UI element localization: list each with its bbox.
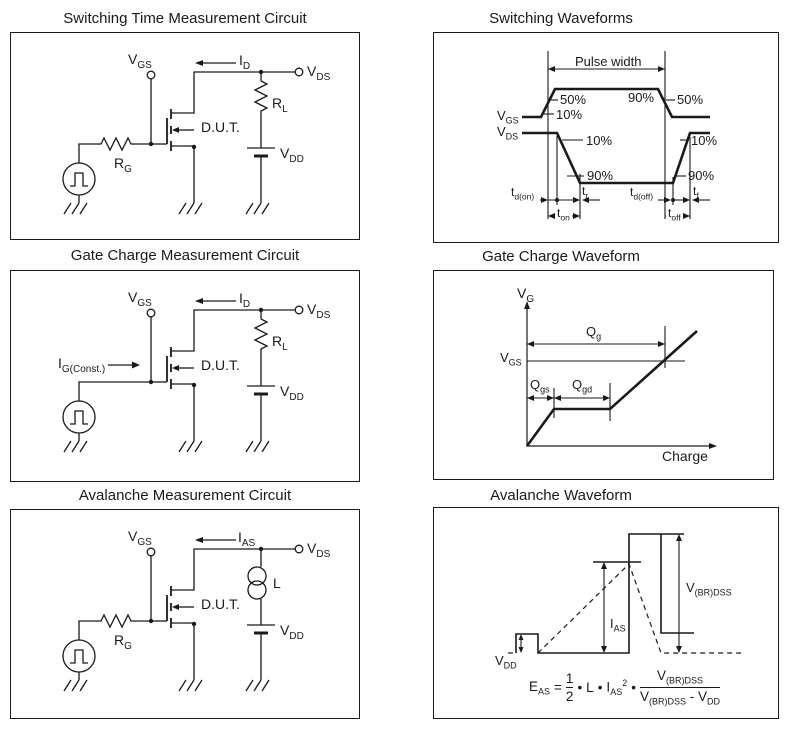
current-trace-dashed	[508, 564, 744, 653]
pct-10-fall-label: 10%	[586, 133, 613, 148]
terminal-vgs	[147, 71, 155, 79]
gate-charge-waveform-panel	[433, 270, 774, 480]
id-current-arrow	[195, 60, 236, 66]
ias-label: $I_{AS}$	[238, 529, 256, 549]
vds-axis-label: $V_{DS}$	[497, 124, 519, 142]
one-half-fraction: $\frac{1}{2}$	[565, 670, 574, 705]
ground-icon	[64, 680, 269, 691]
pct-90-right-top-label: 90%	[628, 90, 655, 105]
qgs-arrow	[527, 395, 554, 401]
ias-arrow	[601, 562, 607, 653]
mosfet-symbol	[167, 109, 179, 151]
dot-operator: •	[631, 680, 636, 696]
gate-charge-circuit-diagram	[11, 271, 358, 480]
rl-label: $R_L$	[272, 333, 288, 353]
avalanche-waveform-panel	[433, 507, 779, 719]
avalanche-waveform-title: Avalanche Waveform	[490, 487, 632, 504]
mosfet-symbol	[167, 347, 179, 389]
resistor-rl	[255, 81, 267, 117]
fraction-numerator: $V_{(BR)DSS}$	[656, 668, 703, 686]
terminal-vgs	[147, 548, 155, 556]
vdd-arrow	[519, 634, 524, 653]
dut-label: D.U.T.	[201, 596, 240, 612]
gate-charge-circuit-title: Gate Charge Measurement Circuit	[70, 247, 300, 264]
switching-waveforms-panel	[433, 32, 779, 243]
rg-label: $R_G$	[114, 155, 132, 175]
id-label: $I_D$	[239, 52, 251, 72]
junction-dots	[149, 308, 263, 387]
switching-circuit-title: Switching Time Measurement Circuit	[63, 10, 307, 27]
l-term: L	[586, 680, 594, 696]
l-label: L	[273, 575, 281, 591]
junction-dots	[149, 70, 263, 149]
vdd-label: $V_{DD}$	[280, 622, 304, 642]
id-label: $I_D$	[239, 290, 251, 310]
pulse-generator-icon	[63, 640, 95, 672]
pct-50-left-label: 50%	[560, 92, 587, 107]
pulse-generator-icon	[63, 401, 95, 433]
switching-circuit-panel	[10, 32, 360, 240]
dot-operator: •	[577, 680, 583, 696]
wires	[79, 310, 295, 441]
pct-50-right-label: 50%	[677, 92, 704, 107]
vdd-level-label: $V_{DD}$	[495, 653, 517, 671]
toff-label: $t_{off}$	[668, 206, 681, 223]
avalanche-circuit-diagram	[11, 510, 358, 717]
battery-vdd	[247, 386, 275, 394]
vbrdss-label: $V_{(BR)DSS}$	[686, 580, 732, 598]
axes	[524, 301, 717, 449]
mosfet-symbol	[167, 586, 179, 628]
qgd-label: $Q_{gd}$	[572, 377, 593, 395]
vds-label: $V_{DS}$	[307, 63, 331, 83]
vgs-level-label: $V_{GS}$	[500, 350, 522, 368]
gate-charge-circuit-panel	[10, 270, 360, 482]
ground-icon	[64, 441, 269, 452]
ig-const-label: $I_{G(Const.)}$	[58, 355, 106, 375]
avalanche-circuit-panel	[10, 509, 360, 719]
switching-circuit-diagram	[11, 33, 358, 238]
resistor-rl	[255, 319, 267, 355]
terminal-vds	[295, 306, 303, 314]
vds-label: $V_{DS}$	[307, 301, 331, 321]
qg-label: $Q_g$	[586, 324, 602, 342]
charge-axis-label: Charge	[662, 448, 708, 464]
dut-label: D.U.T.	[201, 119, 240, 135]
eas-term: $E_{AS}$	[529, 678, 551, 697]
vbrdss-arrow	[676, 534, 682, 653]
battery-vdd	[247, 625, 275, 633]
pct-90-rise-label: 90%	[688, 168, 715, 183]
fraction-denominator: $V_{(BR)DSS} - V_{DD}$	[639, 689, 721, 707]
vgs-axis-label: $V_{GS}$	[497, 108, 519, 126]
tf-label: $t_f$	[693, 184, 699, 201]
id-current-arrow	[195, 298, 236, 304]
junction-dots	[149, 547, 263, 626]
ias-squared-term: $I_{AS}^2$	[606, 677, 628, 698]
vds-label: $V_{DS}$	[307, 540, 331, 560]
td-on-label: $t_{d(on)}$	[511, 185, 535, 202]
battery-vdd	[247, 148, 275, 156]
wires	[79, 72, 295, 203]
vg-axis-label: $V_G$	[517, 285, 535, 305]
gate-charge-waveform-plot	[434, 271, 772, 478]
pulse-width-label: Pulse width	[575, 54, 642, 69]
terminal-vds	[295, 545, 303, 553]
vgs-label: $V_{GS}$	[128, 528, 152, 548]
ias-current-arrow	[195, 537, 236, 543]
qgs-label: $Q_{gs}$	[530, 377, 550, 395]
terminal-vds	[295, 68, 303, 76]
voltage-trace	[516, 534, 694, 653]
tr-label: $t_r$	[582, 184, 589, 201]
rl-label: $R_L$	[272, 95, 288, 115]
ton-label: $t_{on}$	[557, 206, 570, 223]
switching-waveforms-title: Switching Waveforms	[489, 10, 633, 27]
pct-10-rise-label: 10%	[691, 133, 718, 148]
rg-label: $R_G$	[114, 632, 132, 652]
vdd-label: $V_{DD}$	[280, 145, 304, 165]
equals-sign: =	[554, 680, 562, 696]
waveform-trace	[527, 331, 697, 446]
vdd-label: $V_{DD}$	[280, 383, 304, 403]
pct-90-fall-label: 90%	[587, 168, 614, 183]
inductor-l	[248, 567, 266, 599]
ground-icon	[64, 203, 269, 214]
ias-peak-label: $I_{AS}$	[610, 616, 626, 634]
resistor-rg	[96, 138, 151, 150]
ig-current-arrow	[108, 362, 140, 369]
terminal-vgs	[147, 309, 155, 317]
pct-10-left-label: 10%	[556, 107, 583, 122]
eas-formula	[529, 668, 720, 707]
pulse-generator-icon	[63, 163, 95, 195]
gate-charge-waveform-title: Gate Charge Waveform	[482, 248, 640, 265]
dut-label: D.U.T.	[201, 357, 240, 373]
resistor-rg	[96, 615, 151, 627]
td-off-label: $t_{d(off)}$	[630, 185, 654, 202]
qgd-arrow	[554, 395, 610, 401]
vbrdss-fraction	[640, 668, 720, 707]
avalanche-circuit-title: Avalanche Measurement Circuit	[78, 487, 292, 504]
vgs-label: $V_{GS}$	[128, 289, 152, 309]
dot-operator: •	[597, 680, 603, 696]
vgs-label: $V_{GS}$	[128, 51, 152, 71]
